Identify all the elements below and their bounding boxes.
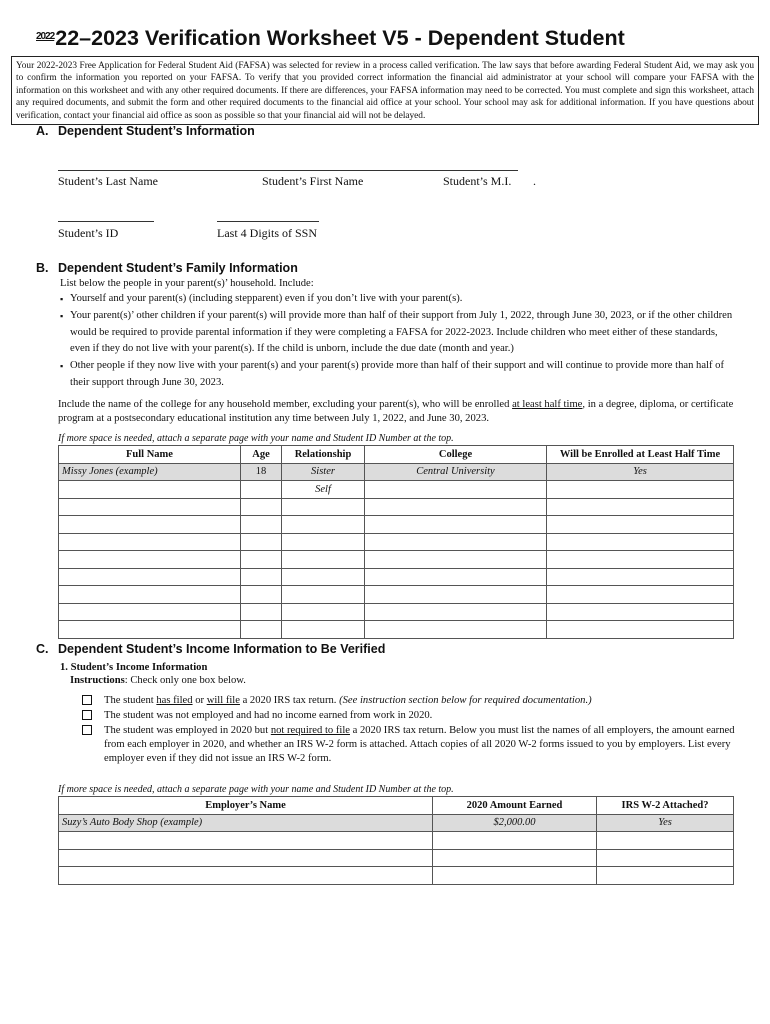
table-cell[interactable] <box>59 568 241 586</box>
table-cell[interactable] <box>59 551 241 569</box>
example-college: Central University <box>365 463 547 481</box>
table-cell[interactable] <box>365 533 547 551</box>
option-text: The student was not employed and had no income earned from work in 2020. <box>104 710 433 721</box>
table-cell[interactable] <box>433 867 597 885</box>
table-row <box>59 568 734 586</box>
table-row <box>59 621 734 639</box>
table-row <box>59 832 734 850</box>
table-cell[interactable] <box>241 498 282 516</box>
table-cell[interactable] <box>59 832 433 850</box>
table-cell[interactable] <box>241 603 282 621</box>
mi-dot: . <box>533 174 536 188</box>
table-row <box>59 551 734 569</box>
employer-table <box>58 796 734 885</box>
household-bullet-list <box>60 291 740 392</box>
option-text-italic: (See instruction section below for required documentation.) <box>339 695 592 706</box>
example-enrolled: Yes <box>547 463 734 481</box>
table-cell[interactable] <box>282 533 365 551</box>
table-cell[interactable] <box>241 481 282 499</box>
checkbox[interactable] <box>82 725 92 735</box>
table-cell[interactable] <box>547 586 734 604</box>
option-employed-not-filing[interactable] <box>82 724 742 766</box>
section-c-letter: C. <box>36 642 49 656</box>
example-w2: Yes <box>597 814 734 832</box>
table-cell[interactable] <box>433 849 597 867</box>
section-c-title: Dependent Student’s Income Information to Be Verified <box>58 642 386 656</box>
table-cell[interactable] <box>59 586 241 604</box>
option-text: The student was employed in 2020 but <box>104 725 271 736</box>
table-cell[interactable] <box>365 481 547 499</box>
example-employer: Suzy’s Auto Body Shop (example) <box>59 814 433 832</box>
table-row <box>59 849 734 867</box>
title-year-mark: 2022 <box>36 31 55 42</box>
option-text-underlined: has filed <box>156 695 193 706</box>
table-cell[interactable] <box>59 516 241 534</box>
table-cell[interactable] <box>241 551 282 569</box>
table-cell[interactable] <box>365 551 547 569</box>
title-text: 22–2023 Verification Worksheet V5 - Dependent Student <box>55 26 625 50</box>
ssn-label: Last 4 Digits of SSN <box>217 226 318 240</box>
table-cell[interactable] <box>282 551 365 569</box>
option-not-employed[interactable] <box>82 709 742 723</box>
col-employer-name: Employer’s Name <box>59 797 433 815</box>
student-name-line[interactable] <box>58 170 518 171</box>
table-cell[interactable] <box>59 621 241 639</box>
table-cell[interactable] <box>597 832 734 850</box>
bullet-other-people: ▪ Other people if they now live with your parent(s) and your parent(s) provide more than half of their support and will continue to provide more than half of their support through June 30, 2023. <box>60 358 740 392</box>
table-row <box>59 603 734 621</box>
section-b-heading <box>36 261 298 275</box>
option-filed-tax-return[interactable] <box>82 694 742 708</box>
table-cell[interactable] <box>547 498 734 516</box>
intro-box: Your 2022-2023 Free Application for Federal Student Aid (FAFSA) was selected for review in a process called verification. The law says that before awarding Federal Student Aid, we may ask you to confirm the information you reported on your FAFSA. To verify that you provided correct information the financial aid administrator at your school will compare your FAFSA with the information on this worksheet and with any other required documents. If there are differences, your FAFSA information may need to be corrected. You must complete and sign this worksheet, attach any required documents, and submit the form and other required documents to the financial aid office at your school. Your school may ask for additional information. If you have questions about verification, contact your financial aid office as soon as possible so that your financial aid will not be delayed. <box>11 56 759 125</box>
section-c-heading <box>36 642 385 656</box>
table-cell[interactable] <box>547 568 734 586</box>
table-row <box>59 533 734 551</box>
section-b-letter: B. <box>36 261 49 275</box>
table-cell[interactable] <box>282 621 365 639</box>
bullet-yourself: ▪ Yourself and your parent(s) (including stepparent) even if you don’t live with your parent(s). <box>60 291 740 308</box>
table-cell[interactable] <box>547 603 734 621</box>
table-cell[interactable] <box>241 586 282 604</box>
table-cell[interactable] <box>365 516 547 534</box>
col-half-time: Will be Enrolled at Least Half Time <box>547 446 734 464</box>
option-text-underlined: not required to file <box>270 725 350 736</box>
table-cell[interactable] <box>59 849 433 867</box>
section-a-heading <box>36 124 255 138</box>
mi-label: Student’s M.I. <box>443 174 512 188</box>
table-cell[interactable] <box>547 621 734 639</box>
table-cell[interactable] <box>365 568 547 586</box>
table-cell[interactable] <box>597 849 734 867</box>
household-header-row <box>59 446 734 464</box>
option-text-underlined: will file <box>206 695 240 706</box>
table-row <box>59 867 734 885</box>
col-age: Age <box>241 446 282 464</box>
instructions-label: Instructions <box>70 675 125 686</box>
section-c-note: If more space is needed, attach a separate page with your name and Student ID Number at the top. <box>58 784 454 795</box>
table-cell[interactable] <box>241 516 282 534</box>
table-cell[interactable] <box>365 586 547 604</box>
employer-example-row <box>59 814 734 832</box>
table-cell[interactable] <box>59 481 241 499</box>
option-text: a 2020 IRS tax return. <box>239 695 340 706</box>
checkbox[interactable] <box>82 695 92 705</box>
employer-header-row <box>59 797 734 815</box>
table-cell[interactable] <box>282 603 365 621</box>
table-cell[interactable] <box>365 498 547 516</box>
table-cell[interactable] <box>547 533 734 551</box>
col-amount-earned: 2020 Amount Earned <box>433 797 597 815</box>
bullet-other-children: ▪ Your parent(s)’ other children if your parent(s) will provide more than half of their support from July 1, 2022, through June 30, 2023, or if the other children would be required to provide parental information if they were completing a FAFSA for 2022-2023. Include children who meet either of these standards, even if they do not live with your parent(s). If the child is unborn, include the due date (month and year.) <box>60 308 740 358</box>
table-cell[interactable] <box>59 603 241 621</box>
section-a-letter: A. <box>36 124 49 138</box>
table-cell[interactable] <box>241 568 282 586</box>
table-cell[interactable] <box>282 516 365 534</box>
page-title <box>36 26 736 54</box>
self-relationship: Self <box>282 481 365 499</box>
table-row <box>59 516 734 534</box>
example-name: Missy Jones (example) <box>59 463 241 481</box>
table-cell[interactable] <box>547 481 734 499</box>
last-name-label: Student’s Last Name <box>58 174 158 188</box>
table-cell[interactable] <box>241 533 282 551</box>
example-amount: $2,000.00 <box>433 814 597 832</box>
table-cell[interactable] <box>59 533 241 551</box>
col-full-name: Full Name <box>59 446 241 464</box>
table-row <box>59 498 734 516</box>
col-college: College <box>365 446 547 464</box>
col-w2-attached: IRS W-2 Attached? <box>597 797 734 815</box>
table-cell[interactable] <box>547 551 734 569</box>
table-cell[interactable] <box>365 621 547 639</box>
college-instructions <box>58 398 738 426</box>
first-name-label: Student’s First Name <box>262 174 364 188</box>
student-id-line[interactable] <box>58 221 154 222</box>
table-cell[interactable] <box>59 498 241 516</box>
table-cell[interactable] <box>547 516 734 534</box>
instructions-line <box>70 675 246 686</box>
list-intro: List below the people in your parent(s)’ household. Include: <box>60 278 314 289</box>
table-cell[interactable] <box>282 586 365 604</box>
table-cell[interactable] <box>241 621 282 639</box>
table-cell[interactable] <box>365 603 547 621</box>
example-age: 18 <box>241 463 282 481</box>
option-text: The student <box>104 695 157 706</box>
section-b-title: Dependent Student’s Family Information <box>58 261 298 275</box>
section-b-note: If more space is needed, attach a separate page with your name and Student ID Number at the top. <box>58 433 454 444</box>
table-cell[interactable] <box>433 832 597 850</box>
college-text-2: , in a degree, diploma, or certificate program at a postsecondary educational institution any time between July 1, 2022, and June 30, 2023. <box>58 399 734 424</box>
table-cell[interactable] <box>282 498 365 516</box>
household-self-row <box>59 481 734 499</box>
college-text-underlined: at least half time <box>512 399 583 410</box>
col-relationship: Relationship <box>282 446 365 464</box>
option-text: or <box>192 695 207 706</box>
table-row <box>59 586 734 604</box>
household-example-row <box>59 463 734 481</box>
option-text: a 2020 IRS tax return. Below you must list the names of all employers, the amount earned from each employer in 2020, and whether an IRS W-2 form is attached. Attach copies of all 2020 W-2 forms issued to you by employers. List every employer even if they did not issue an IRS W-2 form. <box>104 725 735 764</box>
student-income-subheading: 1. Student’s Income Information <box>60 662 208 673</box>
table-cell[interactable] <box>59 867 433 885</box>
instructions-text: : Check only one box below. <box>124 675 246 686</box>
student-id-label: Student’s ID <box>58 226 119 240</box>
checkbox[interactable] <box>82 710 92 720</box>
household-table <box>58 445 734 639</box>
table-cell[interactable] <box>282 568 365 586</box>
table-cell[interactable] <box>597 867 734 885</box>
example-relationship: Sister <box>282 463 365 481</box>
ssn-line[interactable] <box>217 221 319 222</box>
section-a-title: Dependent Student’s Information <box>58 124 255 138</box>
college-text-1: Include the name of the college for any household member, excluding your parent(s), who will be enrolled <box>58 399 513 410</box>
